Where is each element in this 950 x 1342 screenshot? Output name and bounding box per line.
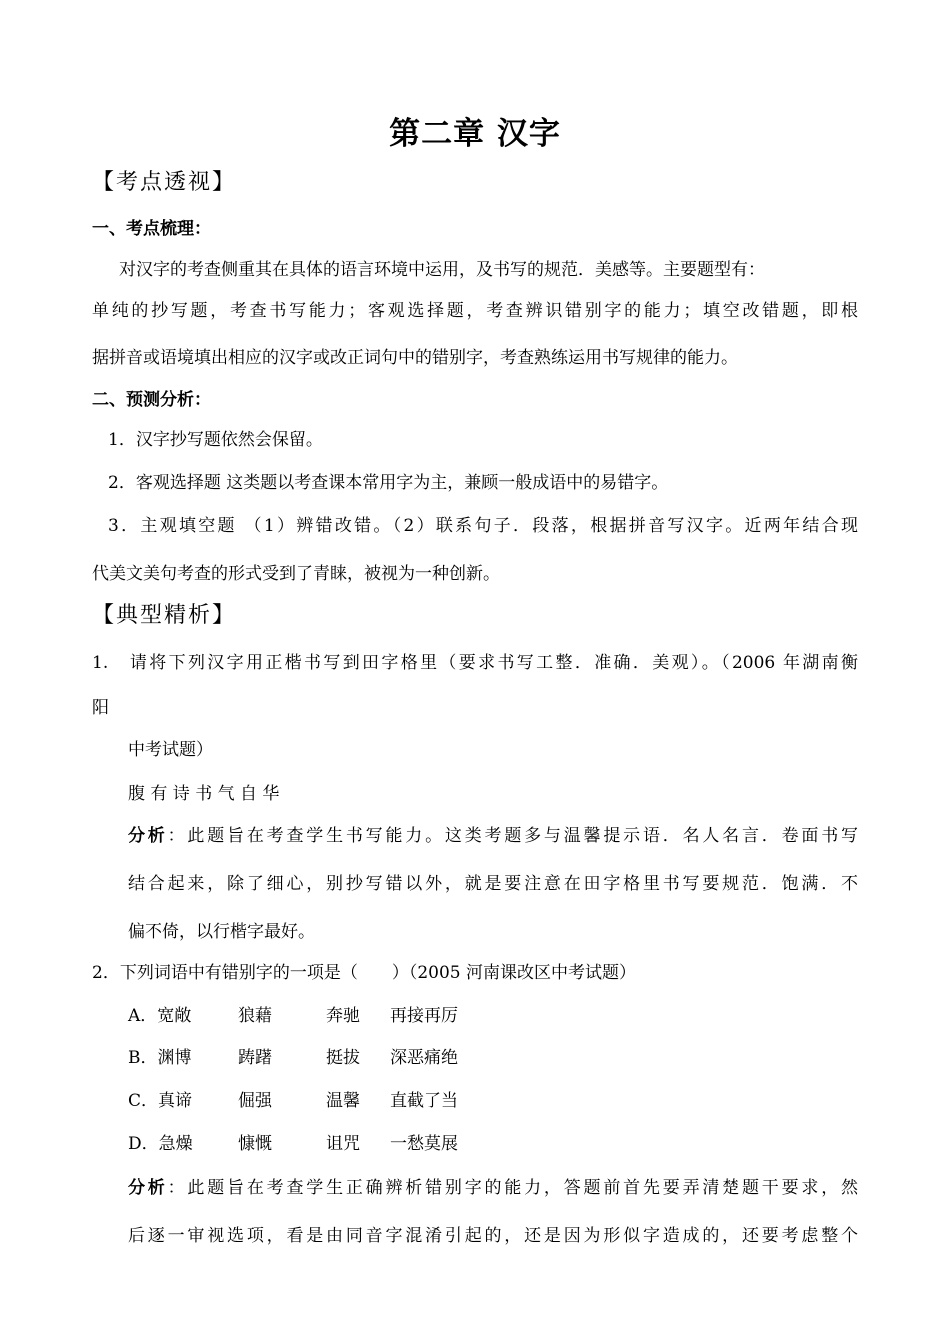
section-heading-typical-analysis: 【典型精析】 <box>92 603 237 628</box>
page-title: 第二章 汉字 <box>389 116 561 152</box>
question-1-analysis: 偏不倚，以行楷字最好。 <box>128 922 315 942</box>
option-b: B．渊博 踌躇 挺拔 深恶痛绝 <box>128 1048 458 1068</box>
question-1-source: 中考试题） <box>128 740 213 760</box>
option-c: C．真谛 倔强 温馨 直截了当 <box>128 1091 458 1111</box>
question-1-stem: 1. 请将下列汉字用正楷书写到田字格里（要求书写工整．准确．美观）。（2006 年湖南衡 <box>92 653 858 673</box>
question-1-analysis: 分析：此题旨在考查学生书写能力。这类考题多与温馨提示语．名人名言．卷面书写 <box>128 826 859 846</box>
question-1-stem: 阳 <box>92 698 109 718</box>
paragraph-line: 对汉字的考查侧重其在具体的语言环境中运用，及书写的规范．美感等。主要题型有： <box>119 260 765 280</box>
paragraph-line: 单纯的抄写题，考查书写能力；客观选择题，考查辨识错别字的能力；填空改错题，即根 <box>92 301 858 321</box>
forecast-item: 代美文美句考查的形式受到了青睐，被视为一种创新。 <box>92 564 500 584</box>
question-2-analysis: 后逐一审视选项，看是由同音字混淆引起的，还是因为形似字造成的，还要考虑整个 <box>128 1226 858 1246</box>
question-2-stem: 2．下列词语中有错别字的一项是（ ）（2005 河南课改区中考试题） <box>92 963 636 983</box>
subheading-forecast: 二、预测分析： <box>92 390 211 410</box>
subheading-exam-review: 一、考点梳理： <box>92 219 211 239</box>
forecast-item: 2．客观选择题 这类题以考查课本常用字为主，兼顾一般成语中的易错字。 <box>108 473 669 493</box>
section-heading-exam-points: 【考点透视】 <box>92 170 237 195</box>
paragraph-line: 据拼音或语境填出相应的汉字或改正词句中的错别字，考查熟练运用书写规律的能力。 <box>92 348 738 368</box>
option-a: A．宽敞 狼藉 奔驰 再接再厉 <box>128 1006 458 1026</box>
question-1-characters: 腹 有 诗 书 气 自 华 <box>128 784 280 804</box>
forecast-item: 3．主观填空题 （1）辨错改错。（2）联系句子．段落，根据拼音写汉字。近两年结合现 <box>108 516 858 536</box>
question-2-analysis: 分析：此题旨在考查学生正确辨析错别字的能力，答题前首先要弄清楚题干要求，然 <box>128 1178 859 1198</box>
analysis-label: 分析 <box>128 1178 168 1198</box>
forecast-item: 1．汉字抄写题依然会保留。 <box>108 430 323 450</box>
option-d: D．急燥 慷慨 诅咒 一愁莫展 <box>128 1134 458 1154</box>
question-1-analysis: 结合起来，除了细心，别抄写错以外，就是要注意在田字格里书写要规范．饱满．不 <box>128 874 858 894</box>
analysis-label: 分析 <box>128 826 168 846</box>
